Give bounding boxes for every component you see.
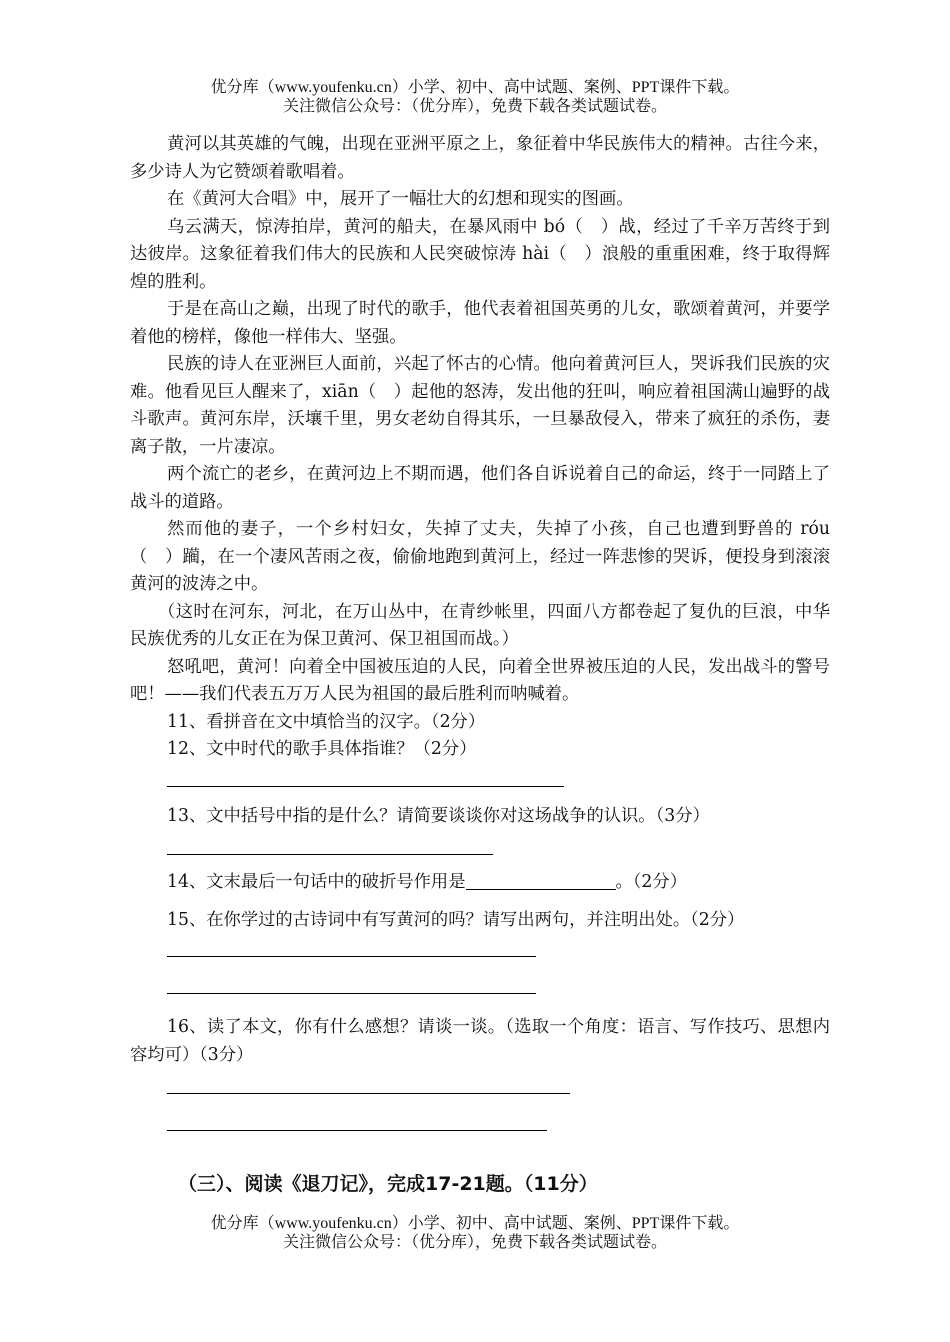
header-line-2: 关注微信公众号：（优分库），免费下载各类试题试卷。 [282, 98, 667, 115]
paragraph: 在《黄河大合唱》中，展开了一幅壮大的幻想和现实的图画。 [167, 189, 634, 209]
paragraph: 怒吼吧，黄河！向着全中国被压迫的人民，向着全世界被压迫的人民，发出战斗的警号吧！——我们代表五万万人民为祖国的最后胜利而呐喊着。 [130, 656, 830, 704]
paragraph: 然而他的妻子，一个乡村妇女，失掉了丈夫，失掉了小孩，自己也遭到野兽的 róu（ ）躏，在一个凄风苦雨之夜，偷偷地跑到黄河上，经过一阵悲惨的哭诉，便投身到滚滚黄河的波涛之中。 [130, 519, 830, 594]
paragraph: （这时在河东，河北，在万山丛中，在青纱帐里，四面八方都卷起了复仇的巨浪，中华民族优秀的儿女正在为保卫黄河、保卫祖国而战。） [130, 601, 830, 649]
question-15: 15、在你学过的古诗词中有写黄河的吗？请写出两句，并注明出处。（2分） [167, 909, 745, 930]
answer-line-15b[interactable] [167, 993, 536, 994]
question-14 [130, 869, 830, 897]
answer-line-16a[interactable] [167, 1093, 570, 1094]
question-14-text: 14、文末最后一句话中的破折号作用是 [167, 872, 466, 892]
answer-line-12[interactable] [167, 786, 564, 787]
answer-line-16b[interactable] [167, 1130, 547, 1131]
answer-line-13[interactable] [167, 854, 493, 855]
article-body [130, 131, 830, 1131]
answer-line-15a[interactable] [167, 956, 536, 957]
page-header [0, 78, 950, 116]
page-footer [0, 1214, 950, 1252]
paragraph: 黄河以其英雄的气魄，出现在亚洲平原之上，象征着中华民族伟大的精神。古往今来，多少诗人为它赞颂着歌唱着。 [130, 134, 830, 182]
question-11: 11、看拼音在文中填恰当的汉字。（2分） [167, 711, 486, 732]
paragraph: 民族的诗人在亚洲巨人面前，兴起了怀古的心情。他向着黄河巨人，哭诉我们民族的灾难。他看见巨人醒来了，xiān（ ）起他的怒涛，发出他的狂叫，响应着祖国满山遍野的战斗歌声。黄河东岸，沃壤千里，男女老幼自得其乐，一旦暴敌侵入，带来了疯狂的杀伤，妻离子散，一片凄凉。 [130, 354, 830, 457]
footer-line-1: 优分库（www.youfenku.cn）小学、初中、高中试题、案例、PPT课件下载。 [210, 1215, 740, 1232]
paragraph: 两个流亡的老乡，在黄河边上不期而遇，他们各自诉说着自己的命运，终于一同踏上了战斗的道路。 [130, 464, 830, 512]
question-16 [130, 1014, 830, 1069]
answer-blank-14[interactable] [466, 871, 616, 890]
paragraph: 乌云满天，惊涛拍岸，黄河的船夫，在暴风雨中 bó（ ）战，经过了千辛万苦终于到达彼岸。这象征着我们伟大的民族和人民突破惊涛 hài（ ）浪般的重重困难，终于取得辉煌的胜利。 [130, 216, 830, 292]
paragraph: 于是在高山之巅，出现了时代的歌手，他代表着祖国英勇的儿女，歌颂着黄河，并要学着他的榜样，像他一样伟大、坚强。 [130, 299, 830, 347]
section-title: （三）、阅读《退刀记》，完成17-21题。（11分） [178, 1173, 598, 1195]
question-14-score: 。（2分） [615, 872, 687, 892]
header-line-1: 优分库（www.youfenku.cn）小学、初中、高中试题、案例、PPT课件下载。 [210, 79, 740, 96]
question-16-text: 16、读了本文，你有什么感想？请谈一谈。（选取一个角度：语言、写作技巧、思想内容均可）（3分） [130, 1017, 830, 1065]
question-13: 13、文中括号中指的是什么？请简要谈谈你对这场战争的认识。（3分） [167, 805, 710, 826]
footer-line-2: 关注微信公众号：（优分库），免费下载各类试题试卷。 [282, 1234, 667, 1251]
question-12: 12、文中时代的歌手具体指谁？（2分） [167, 739, 477, 759]
